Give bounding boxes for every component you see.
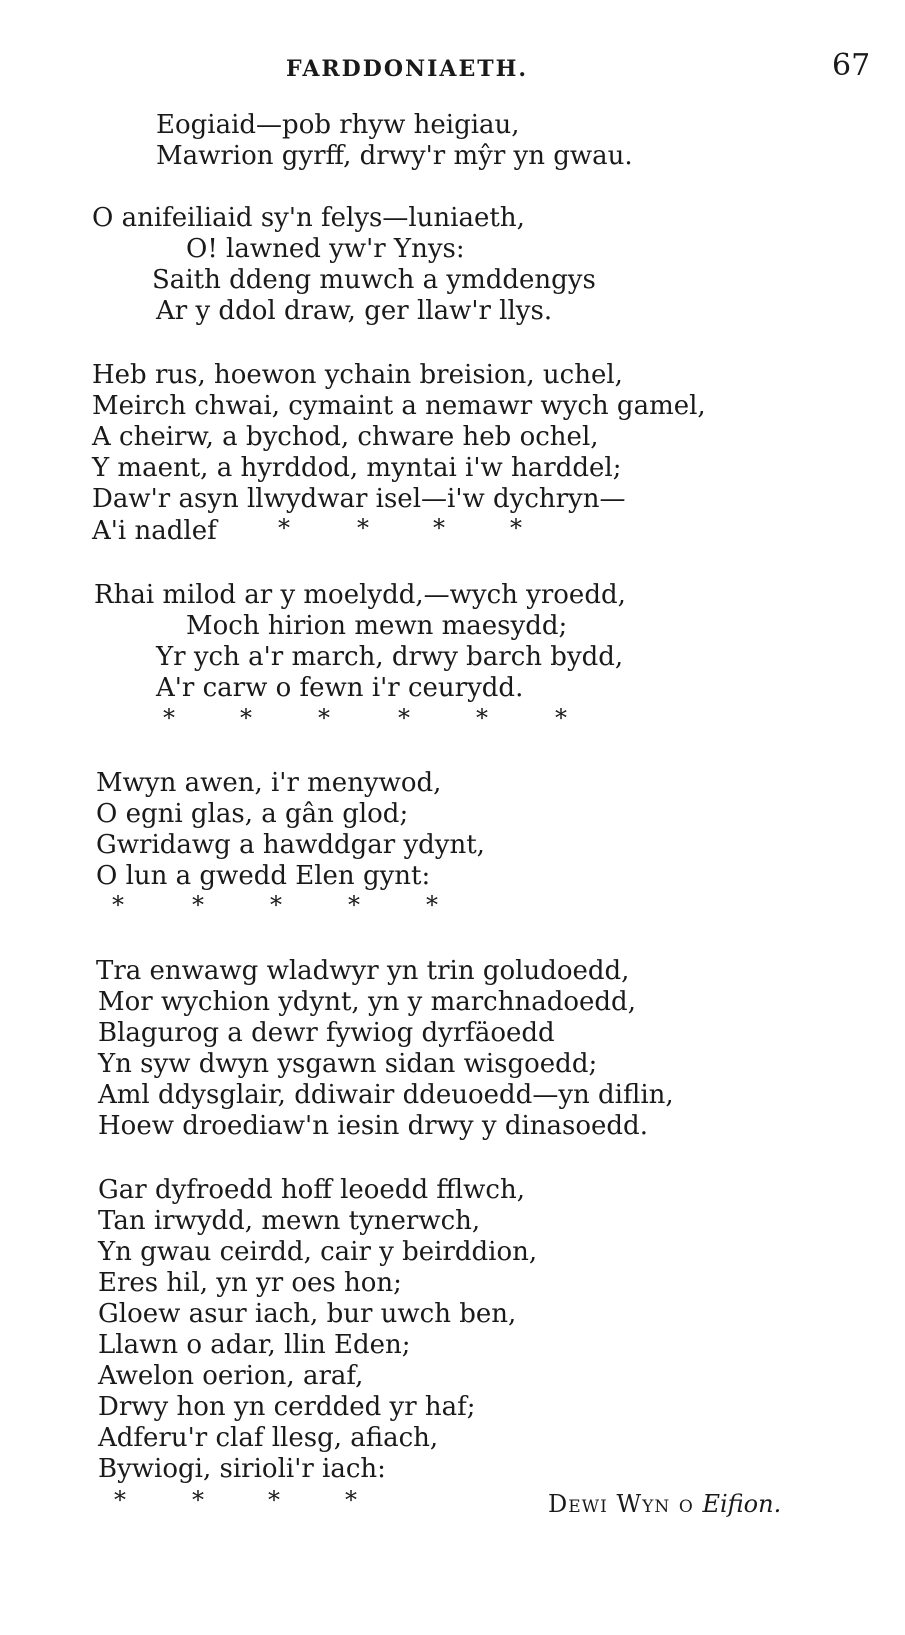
ellipsis-stars (0, 514, 905, 546)
poem-line: O egni glas, a gân glod; (96, 799, 409, 829)
star-mark: * (192, 891, 204, 919)
running-header: FARDDONIAETH. (286, 56, 529, 82)
star-mark: * (510, 514, 522, 542)
author-signature (548, 1490, 781, 1518)
star-mark: * (348, 891, 360, 919)
star-mark: * (357, 514, 369, 542)
ellipsis-stars (0, 893, 905, 919)
poem-line: Eres hil, yn yr oes hon; (98, 1268, 402, 1298)
author-name: Dewi Wyn o (548, 1490, 694, 1518)
ellipsis-stars (0, 706, 905, 732)
page-number: 67 (832, 48, 871, 83)
poem-line: Aml ddysglair, ddiwair ddeuoedd—yn diflin, (98, 1080, 674, 1110)
poem-line: Saith ddeng muwch a ymddengys (152, 265, 596, 295)
poem-line: Heb rus, hoewon ychain breision, uchel, (92, 360, 623, 390)
poem-line: Gloew asur iach, bur uwch ben, (98, 1299, 517, 1329)
poem-line: Tan irwydd, mewn tynerwch, (98, 1206, 481, 1236)
poem-line: Mwyn awen, i'r menywod, (96, 768, 442, 798)
star-mark: * (112, 891, 124, 919)
poem-line: Llawn o adar, llin Eden; (98, 1330, 411, 1360)
star-mark: * (398, 704, 410, 732)
star-mark: * (192, 1486, 204, 1514)
poem-line: O! lawned yw'r Ynys: (186, 234, 465, 264)
poem-line: Adferu'r claf llesg, afiach, (98, 1423, 439, 1453)
poem-line: A'r carw o fewn i'r ceurydd. (156, 673, 524, 703)
poem-line: Blagurog a dewr fywiog dyrfäoedd (98, 1018, 555, 1048)
poem-line: Y maent, a hyrddod, myntai i'w harddel; (92, 453, 622, 483)
poem-line: Yr ych a'r march, drwy barch bydd, (156, 642, 624, 672)
poem-line: Drwy hon yn cerdded yr haf; (98, 1392, 476, 1422)
poem-line: Rhai milod ar y moelydd,—wych yroedd, (94, 580, 626, 610)
star-mark: * (114, 1486, 126, 1514)
star-mark: * (318, 704, 330, 732)
star-mark: * (433, 514, 445, 542)
star-mark: * (163, 704, 175, 732)
poem-line: Meirch chwai, cymaint a nemawr wych gamel, (92, 391, 706, 421)
poem-line: Gwridawg a hawddgar ydynt, (96, 830, 485, 860)
poem-line: Yn syw dwyn ysgawn sidan wisgoedd; (98, 1049, 598, 1079)
poem-line: Eogiaid—pob rhyw heigiau, (156, 110, 520, 140)
star-mark: * (278, 514, 290, 542)
poem-line: O lun a gwedd Elen gynt: (96, 861, 431, 891)
poem-line: Hoew droediaw'n iesin drwy y dinasoedd. (98, 1111, 648, 1141)
star-mark: * (345, 1486, 357, 1514)
star-mark: * (270, 891, 282, 919)
poem-line: Mor wychion ydynt, yn y marchnadoedd, (98, 987, 636, 1017)
poem-line: A cheirw, a bychod, chware heb ochel, (92, 422, 599, 452)
poem-line: O anifeiliaid sy'n felys—luniaeth, (92, 203, 525, 233)
star-mark: * (555, 704, 567, 732)
poem-line: Bywiogi, sirioli'r iach: (98, 1454, 386, 1484)
poem-line: Mawrion gyrff, drwy'r mŷr yn gwau. (156, 141, 633, 171)
star-mark: * (476, 704, 488, 732)
poem-line: Gar dyfroedd hoff leoedd fflwch, (98, 1175, 525, 1205)
poem-line: Tra enwawg wladwyr yn trin goludoedd, (96, 956, 630, 986)
poem-line: Daw'r asyn llwydwar isel—i'w dychryn— (92, 484, 626, 514)
star-mark: * (426, 891, 438, 919)
poem-line: Moch hirion mewn maesydd; (186, 611, 568, 641)
poem-line: A'i nadlef (92, 516, 217, 546)
star-mark: * (240, 704, 252, 732)
author-place: Eifion. (702, 1490, 782, 1518)
poem-line: Yn gwau ceirdd, cair y beirddion, (98, 1237, 538, 1267)
star-mark: * (268, 1486, 280, 1514)
poem-line: Awelon oerion, araf, (98, 1361, 364, 1391)
poem-line: Ar y ddol draw, ger llaw'r llys. (156, 296, 553, 326)
